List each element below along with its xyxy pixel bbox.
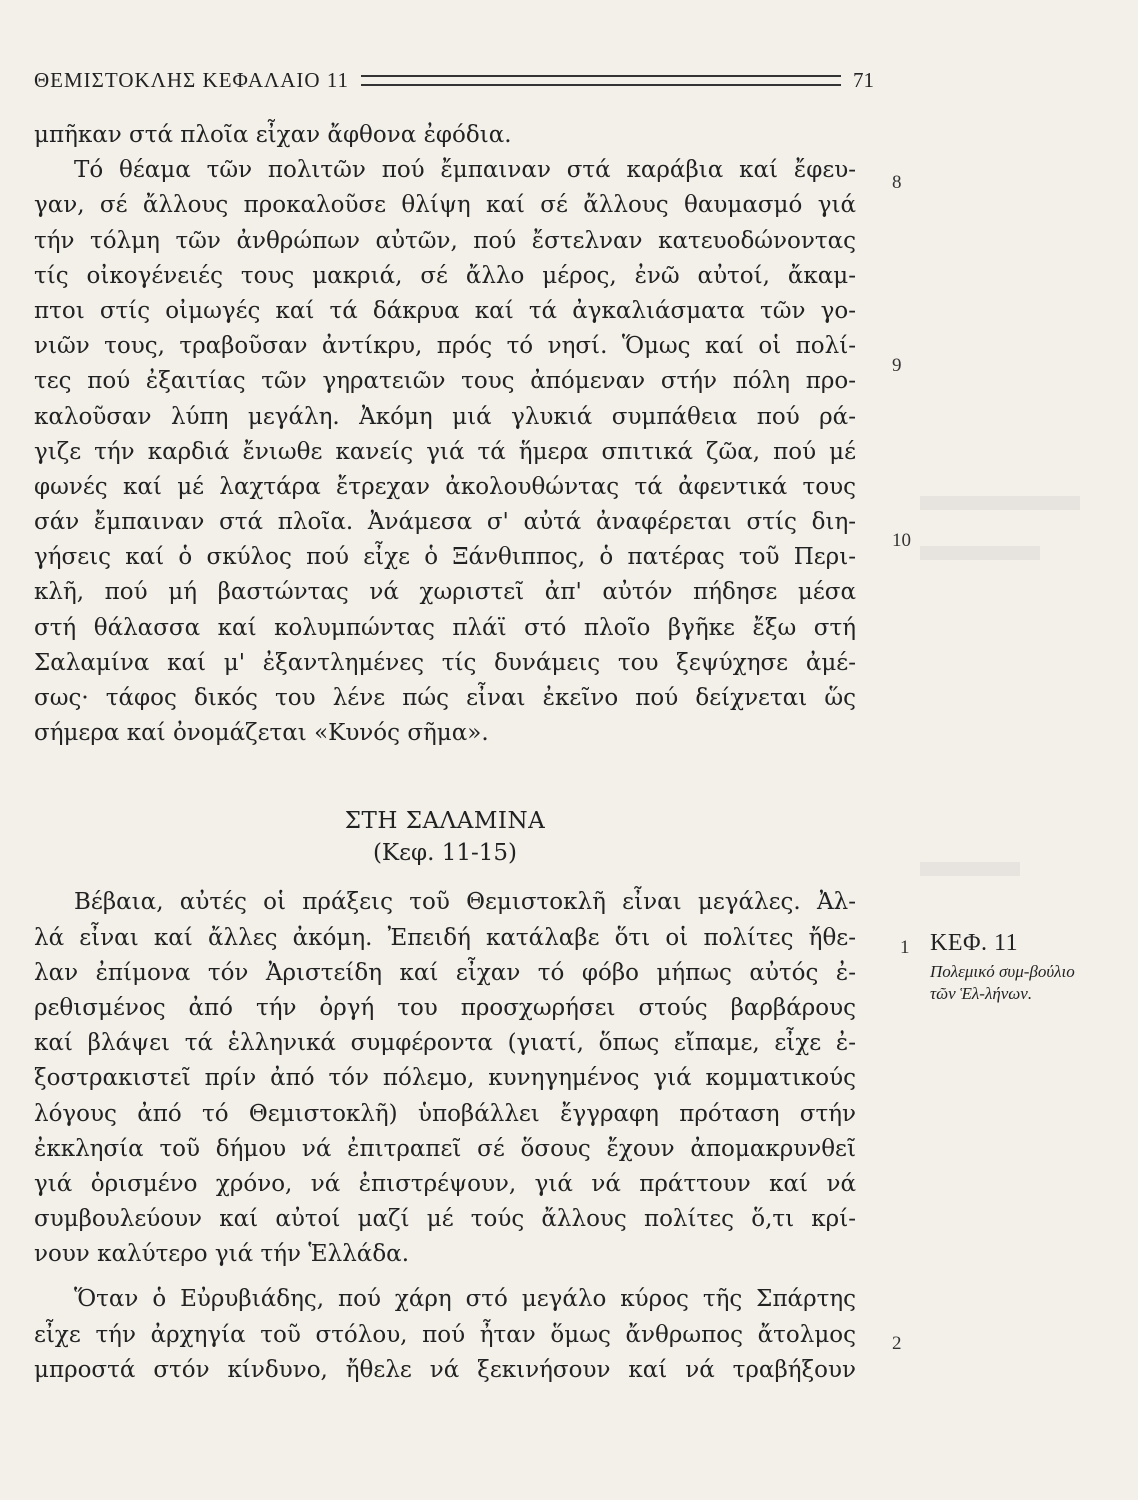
text-line: μπῆκαν στά πλοῖα εἶχαν ἄφθονα ἐφόδια. <box>34 122 512 148</box>
text-line: γιζε τήν καρδιά ἔνιωθε κανείς γιά τά ἥμερα σπιτικά ζῶα, πού μέ <box>34 438 856 465</box>
main-text <box>34 118 856 1388</box>
text-line: συμβουλεύουν καί αὐτοί μαζί μέ τούς ἄλλους πολίτες ὅ,τι κρί- <box>34 1206 856 1233</box>
text-line: τίς οἰκογένειές τους μακριά, σέ ἄλλο μέρος, ἐνῶ αὐτοί, ἄκαμ- <box>34 262 856 289</box>
running-head: ΘΕΜΙΣΤΟΚΛΗΣ ΚΕΦΑΛΑΙΟ 11 <box>34 67 350 92</box>
text-line: ξοστρακιστεῖ πρίν ἀπό τόν πόλεμο, κυνηγημένος γιά κομματικούς <box>34 1065 856 1092</box>
text-line: γιά ὁρισμένο χρόνο, νά ἐπιστρέψουν, γιά νά πράττουν καί νά <box>34 1170 856 1197</box>
side-note-subtitle: Πολεμικό συμ-βούλιο τῶν Ἑλ-λήνων. <box>930 962 1075 1003</box>
text-line: καί βλάψει τά ἑλληνικά συμφέροντα (γιατί, ὅπως εἴπαμε, εἶχε ἐ- <box>34 1030 856 1057</box>
text-line: γαν, σέ ἄλλους προκαλοῦσε θλίψη καί σέ ἄλλους θαυμασμό γιά <box>34 192 856 219</box>
text-line: τήν τόλμη τῶν ἀνθρώπων αὐτῶν, πού ἔστελναν κατευοδώνοντας <box>34 227 856 254</box>
margin-number: 2 <box>892 1333 902 1354</box>
text-line: λά εἶναι καί ἄλλες ἀκόμη. Ἐπειδή κατάλαβε ὅτι οἱ πολίτες ἤθε- <box>34 924 856 951</box>
margin-number: 9 <box>892 355 902 376</box>
side-note <box>930 930 1100 1005</box>
text-line: εἶχε τήν ἀρχηγία τοῦ στόλου, πού ἦταν ὅμως ἄνθρωπος ἄτολμος <box>34 1321 856 1348</box>
text-line: στή θάλασσα καί κολυμπώντας πλάϊ στό πλοῖο βγῆκε ἔξω στή <box>34 614 856 641</box>
text-line: σάν ἔμπαιναν στά πλοῖα. Ἀνάμεσα σ' αὐτά ἀναφέρεται στίς διη- <box>34 509 856 536</box>
text-line: Σαλαμίνα καί μ' ἐξαντλημένες τίς δυνάμεις του ξεψύχησε ἀμέ- <box>34 649 856 676</box>
section-title: ΣΤΗ ΣΑΛΑΜΙΝΑ <box>344 808 546 835</box>
bleed-through <box>920 496 1080 510</box>
bleed-through <box>920 862 1020 876</box>
text-line: τες πού ἐξαιτίας τῶν γηρατειῶν τους ἀπόμεναν στήν πόλη προ- <box>34 368 856 395</box>
text-line: σήμερα καί ὀνομάζεται «Κυνός σῆμα». <box>34 720 489 747</box>
page-header <box>34 62 874 98</box>
text-line: λαν ἐπίμονα τόν Ἀριστείδη καί εἶχαν τό φόβο μήπως αὐτός ἐ- <box>34 959 856 986</box>
margin-number: 8 <box>892 172 902 193</box>
page-number: 71 <box>853 67 874 92</box>
text-line: λόγους ἀπό τό Θεμιστοκλῆ) ὑποβάλλει ἔγγραφη πρόταση στήν <box>34 1100 856 1127</box>
text-line: κλῆ, πού μή βαστώντας νά χωριστεῖ ἀπ' αὐτόν πήδησε μέσα <box>34 579 856 606</box>
text-line: φωνές καί μέ λαχτάρα ἔτρεχαν ἀκολουθώντας τά ἀφεντικά τους <box>34 473 856 500</box>
text-line: ρεθισμένος ἀπό τήν ὀργή του προσχωρήσει στούς βαρβάρους <box>34 994 856 1021</box>
text-line: Τό θέαμα τῶν πολιτῶν πού ἔμπαιναν στά καράβια καί ἔφευ- <box>74 157 856 184</box>
section-gap <box>34 869 856 885</box>
text-line: Ὅταν ὁ Εὐρυβιάδης, πού χάρη στό μεγάλο κύρος τῆς Σπάρτης <box>74 1286 856 1313</box>
margin-number: 10 <box>892 530 911 551</box>
text-line: νουν καλύτερο γιά τήν Ἑλλάδα. <box>34 1241 410 1268</box>
side-note-title: ΚΕΦ. 11 <box>930 930 1019 956</box>
text-line: πτοι στίς οἰμωγές καί τά δάκρυα καί τά ἀγκαλιάσματα τῶν γο- <box>34 297 856 324</box>
text-line: Βέβαια, αὐτές οἱ πράξεις τοῦ Θεμιστοκλῆ εἶναι μεγάλες. Ἀλ- <box>74 889 856 916</box>
bleed-through <box>920 546 1040 560</box>
paragraph-gap <box>34 1272 856 1282</box>
margin-number: 1 <box>900 937 910 958</box>
text-line: μπροστά στόν κίνδυνο, ἤθελε νά ξεκινήσουν καί νά τραβήξουν <box>34 1356 856 1383</box>
text-line: νιῶν τους, τραβοῦσαν ἀντίκρυ, πρός τό νησί. Ὅμως καί οἱ πολί- <box>34 333 856 360</box>
text-line: σως· τάφος δικός του λένε πώς εἶναι ἐκεῖνο πού δείχνεται ὥς <box>34 685 856 711</box>
text-line: ἐκκλησία τοῦ δήμου νά ἐπιτραπεῖ σέ ὅσους ἔχουν ἀπομακρυνθεῖ <box>34 1135 856 1162</box>
section-subtitle: (Κεφ. 11-15) <box>372 840 518 867</box>
text-line: καλοῦσαν λύπη μεγάλη. Ἀκόμη μιά γλυκιά συμπάθεια πού ρά- <box>34 403 856 430</box>
text-line: γήσεις καί ὁ σκύλος πού εἶχε ὁ Ξάνθιππος, ὁ πατέρας τοῦ Περι- <box>34 544 856 571</box>
header-rule <box>361 75 841 86</box>
